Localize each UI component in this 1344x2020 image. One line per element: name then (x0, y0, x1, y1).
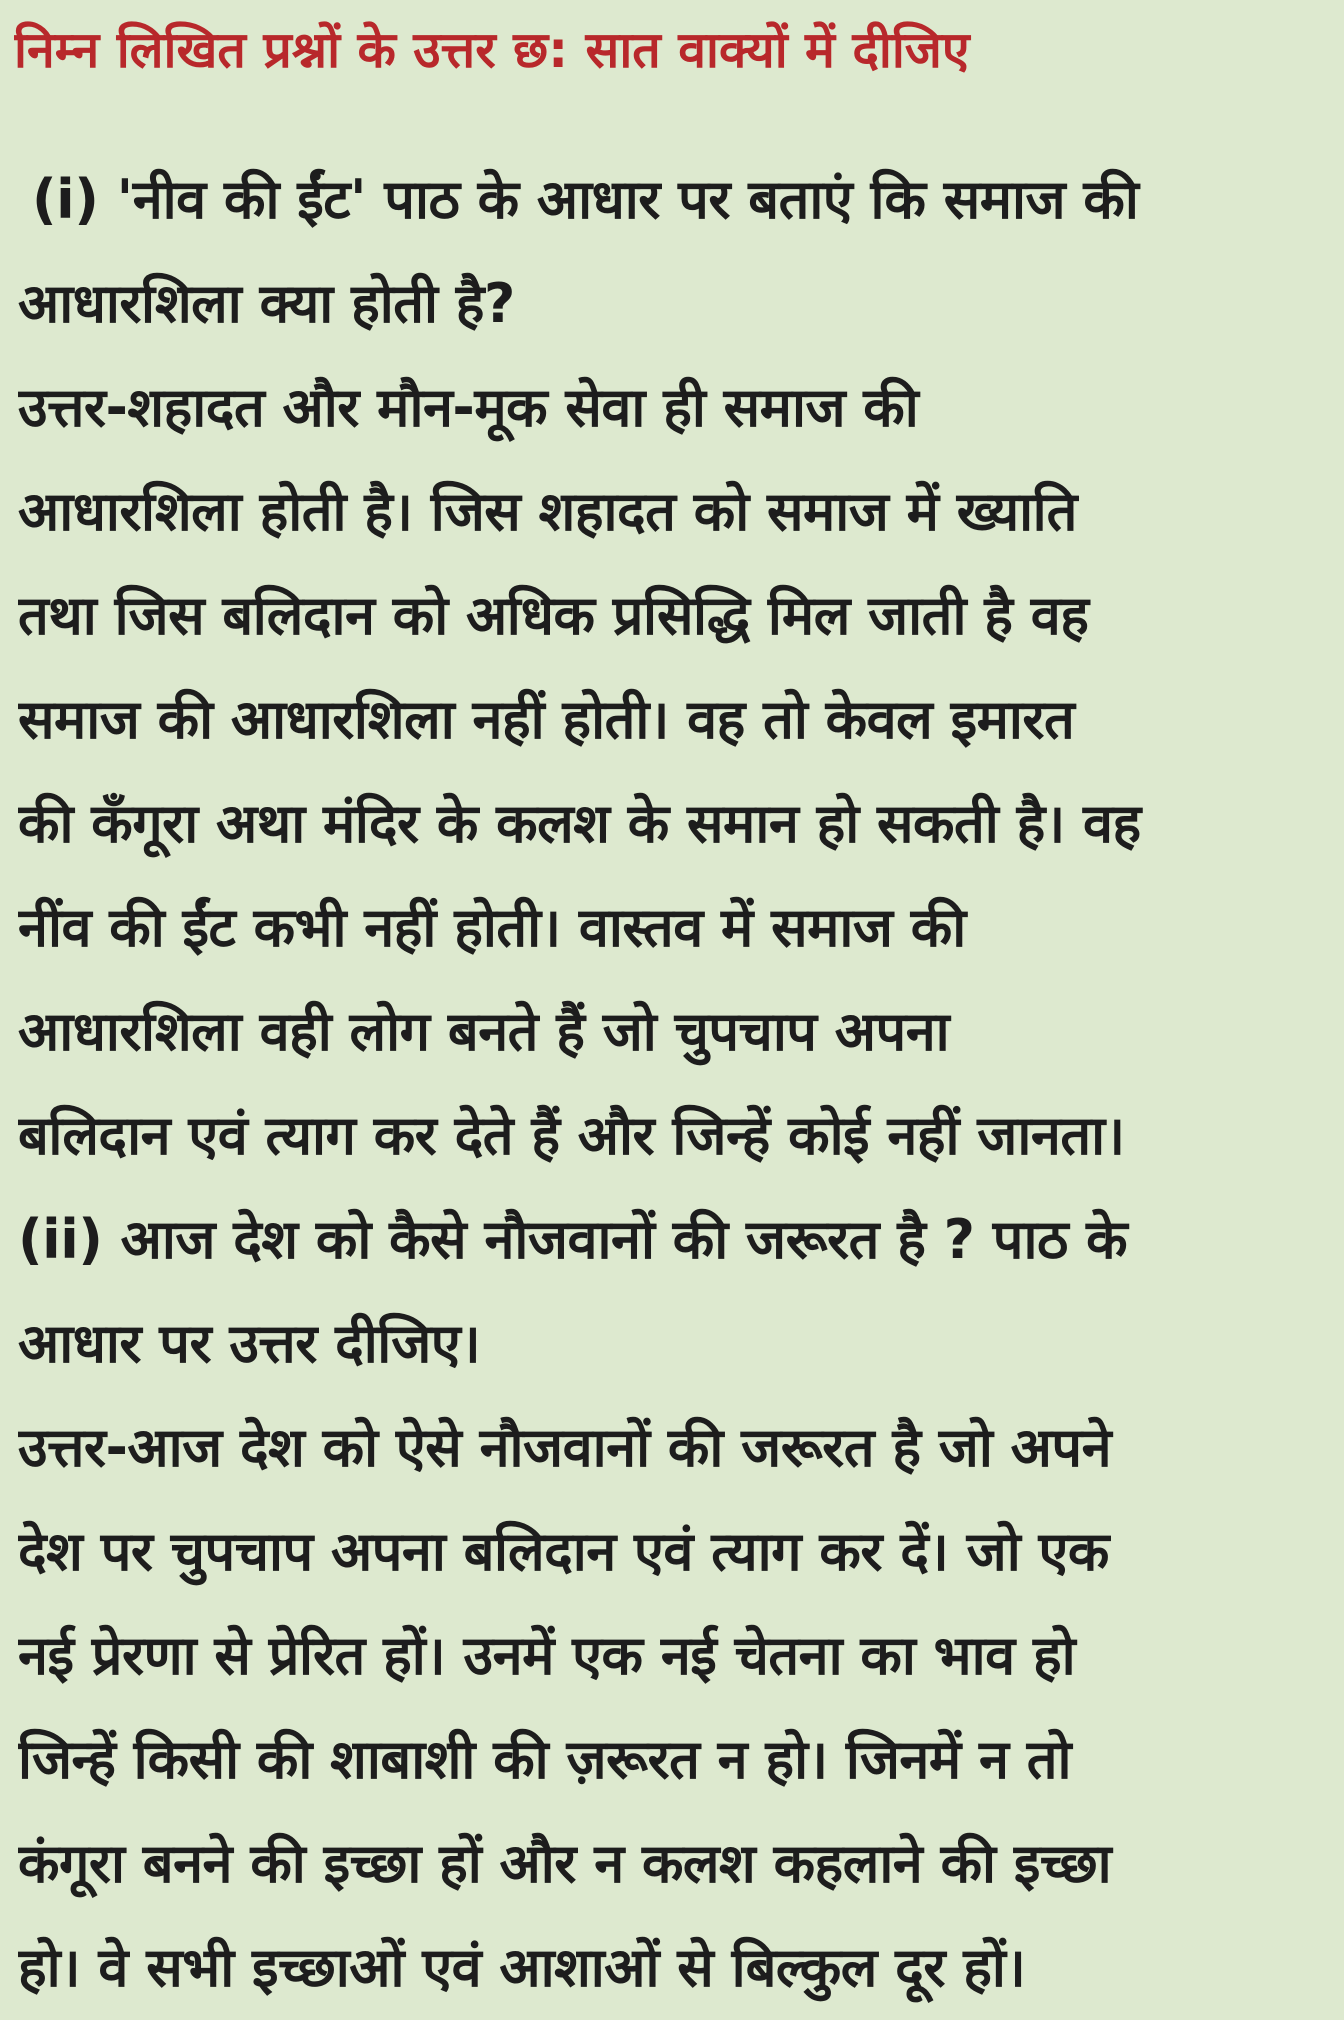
question-1-line-1: (i) 'नीव की ईंट' पाठ के आधार पर बताएं कि समाज की (32, 168, 1139, 231)
answer-2-line-5: कंगूरा बनने की इच्छा हों और न कलश कहलाने की इच्छा (18, 1832, 1112, 1895)
answer-body (18, 148, 1334, 2020)
question-1-line-2: आधारशिला क्या होती है? (18, 272, 515, 335)
question-2-line-1: (ii) आज देश को कैसे नौजवानों की जरूरत है ? पाठ के (18, 1208, 1128, 1271)
answer-1-line-2: आधारशिला होती है। जिस शहादत को समाज में ख्याति (18, 480, 1077, 543)
answer-2-line-1: उत्तर-आज देश को ऐसे नौजवानों की जरूरत है जो अपने (18, 1416, 1112, 1479)
answer-1-line-3: तथा जिस बलिदान को अधिक प्रसिद्धि मिल जाती है वह (18, 584, 1089, 647)
question-2-line-2: आधार पर उत्तर दीजिए। (18, 1312, 481, 1375)
answer-1-line-5: की कँगूरा अथा मंदिर के कलश के समान हो सकती है। वह (18, 792, 1141, 855)
answer-1-line-6: नींव की ईंट कभी नहीं होती। वास्तव में समाज की (18, 896, 966, 959)
answer-2-line-2: देश पर चुपचाप अपना बलिदान एवं त्याग कर दें। जो एक (18, 1520, 1109, 1583)
answer-2-line-3: नई प्रेरणा से प्रेरित हों। उनमें एक नई चेतना का भाव हो (18, 1624, 1076, 1687)
answer-1-line-1: उत्तर-शहादत और मौन-मूक सेवा ही समाज की (18, 376, 919, 439)
answer-2-line-6: हो। वे सभी इच्छाओं एवं आशाओं से बिल्कुल दूर हों। (18, 1936, 1026, 1999)
answer-1-line-4: समाज की आधारशिला नहीं होती। वह तो केवल इमारत (18, 688, 1075, 751)
page-heading: निम्न लिखित प्रश्नों के उत्तर छ: सात वाक्यों में दीजिए (14, 21, 970, 79)
answer-1-line-8: बलिदान एवं त्याग कर देते हैं और जिन्हें कोई नहीं जानता। (18, 1104, 1125, 1167)
answer-2-line-4: जिन्हें किसी की शाबाशी की ज़रूरत न हो। जिनमें न तो (18, 1728, 1072, 1791)
answer-1-line-7: आधारशिला वही लोग बनते हैं जो चुपचाप अपना (18, 1000, 950, 1063)
